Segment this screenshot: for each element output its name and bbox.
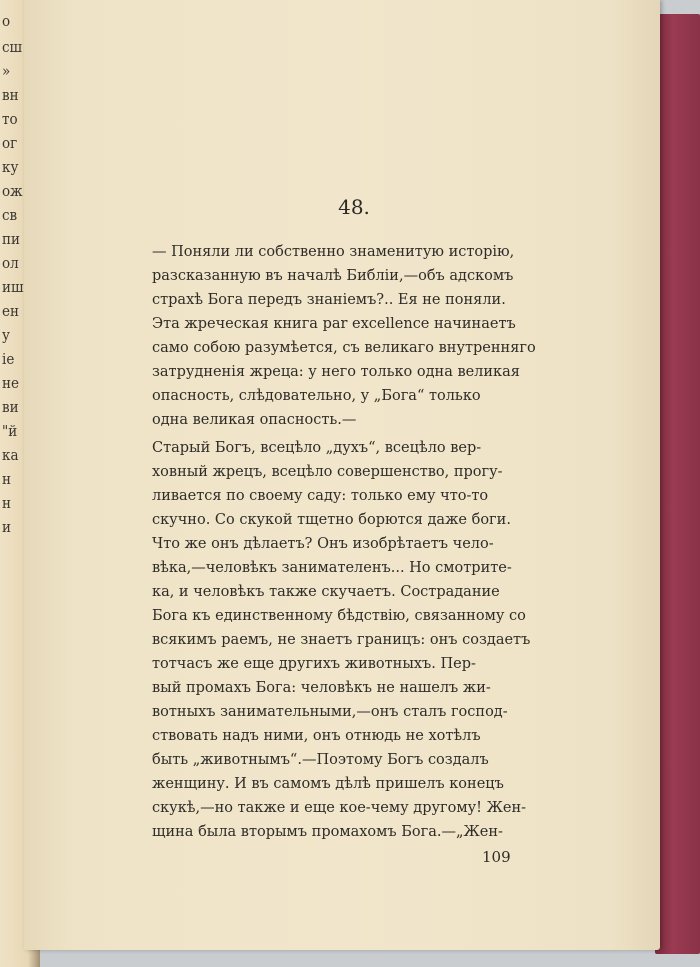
book-cover-edge [655, 14, 700, 954]
text-line: тотчасъ же еще другихъ животныхъ. Пер- [152, 656, 476, 672]
text-line: вый промахъ Бога: человѣкъ не нашелъ жи- [152, 680, 491, 696]
left-page-fragment: ож [2, 182, 23, 200]
left-page-fragment: иш [2, 278, 24, 296]
text-line: разсказанную въ началѣ Библіи,—объ адскомъ [152, 268, 514, 284]
text-line: женщину. И въ самомъ дѣлѣ пришелъ конецъ [152, 776, 504, 792]
left-page-fragment: ен [2, 302, 19, 320]
left-page-fragment: » [2, 62, 11, 80]
left-page-fragment: н [2, 470, 11, 488]
text-line: ствовать надъ ними, онъ отнюдь не хотѣлъ [152, 728, 481, 744]
left-page-fragment: ог [2, 134, 18, 152]
text-line: Бога къ единственному бѣдствію, связанному со [152, 608, 526, 624]
text-line: страхѣ Бога передъ знаніемъ?.. Ея не поняли. [152, 292, 506, 308]
left-page-fragment: "й [2, 422, 18, 440]
left-page-fragment: у [2, 326, 10, 344]
left-page-fragment: то [2, 110, 18, 128]
left-page-fragment: и [2, 518, 11, 536]
text-line: ливается по своему саду: только ему что-то [152, 488, 489, 504]
left-page-fragment: ку [2, 158, 19, 176]
text-line: Эта жреческая книга par excellence начинаетъ [152, 316, 516, 332]
text-line: Старый Богъ, всецѣло „духъ“, всецѣло вер- [152, 440, 482, 456]
left-page-fragment: ie [2, 350, 15, 368]
section-number: 48. [338, 195, 370, 219]
left-page-fragment: пи [2, 230, 20, 248]
left-page-fragment: св [2, 206, 18, 224]
left-page-fragment: ви [2, 398, 19, 416]
text-line: ка, и человѣкъ также скучаетъ. Сострадание [152, 584, 500, 600]
book-page [24, 0, 660, 950]
text-line: ховный жрецъ, всецѣло совершенство, прогу- [152, 464, 503, 480]
text-line: Что же онъ дѣлаетъ? Онъ изобрѣтаетъ чело- [152, 536, 494, 552]
text-line: вѣка,—человѣкъ занимателенъ... Но смотрите- [152, 560, 512, 576]
text-line: всякимъ раемъ, не знаетъ границъ: онъ создаетъ [152, 632, 531, 648]
text-line: — Поняли ли собственно знаменитую исторію, [152, 244, 515, 260]
text-line: скучно. Со скукой тщетно борются даже боги. [152, 512, 511, 528]
left-page-fragment: сш [2, 38, 23, 56]
text-line: одна великая опасность.— [152, 412, 357, 428]
text-line: щина была вторымъ промахомъ Бога.—„Жен- [152, 824, 503, 840]
page-number: 109 [482, 848, 511, 866]
text-line: само собою разумѣется, съ великаго внутренняго [152, 340, 536, 356]
left-page-fragment: о [2, 12, 11, 30]
text-line: затрудненія жреца: у него только одна великая [152, 364, 520, 380]
text-line: вотныхъ занимательными,—онъ сталъ господ- [152, 704, 508, 720]
text-line: быть „животнымъ“.—Поэтому Богъ создалъ [152, 752, 489, 768]
left-page-fragment: ол [2, 254, 19, 272]
text-line: опасность, слѣдовательно, у „Бога“ только [152, 388, 481, 404]
left-page-fragment: ка [2, 446, 19, 464]
text-line: скукѣ,—но также и еще кое-чему другому! Жен- [152, 800, 527, 816]
left-page-fragment: вн [2, 86, 19, 104]
left-page-fragment: н [2, 494, 11, 512]
left-page-fragment: не [2, 374, 19, 392]
